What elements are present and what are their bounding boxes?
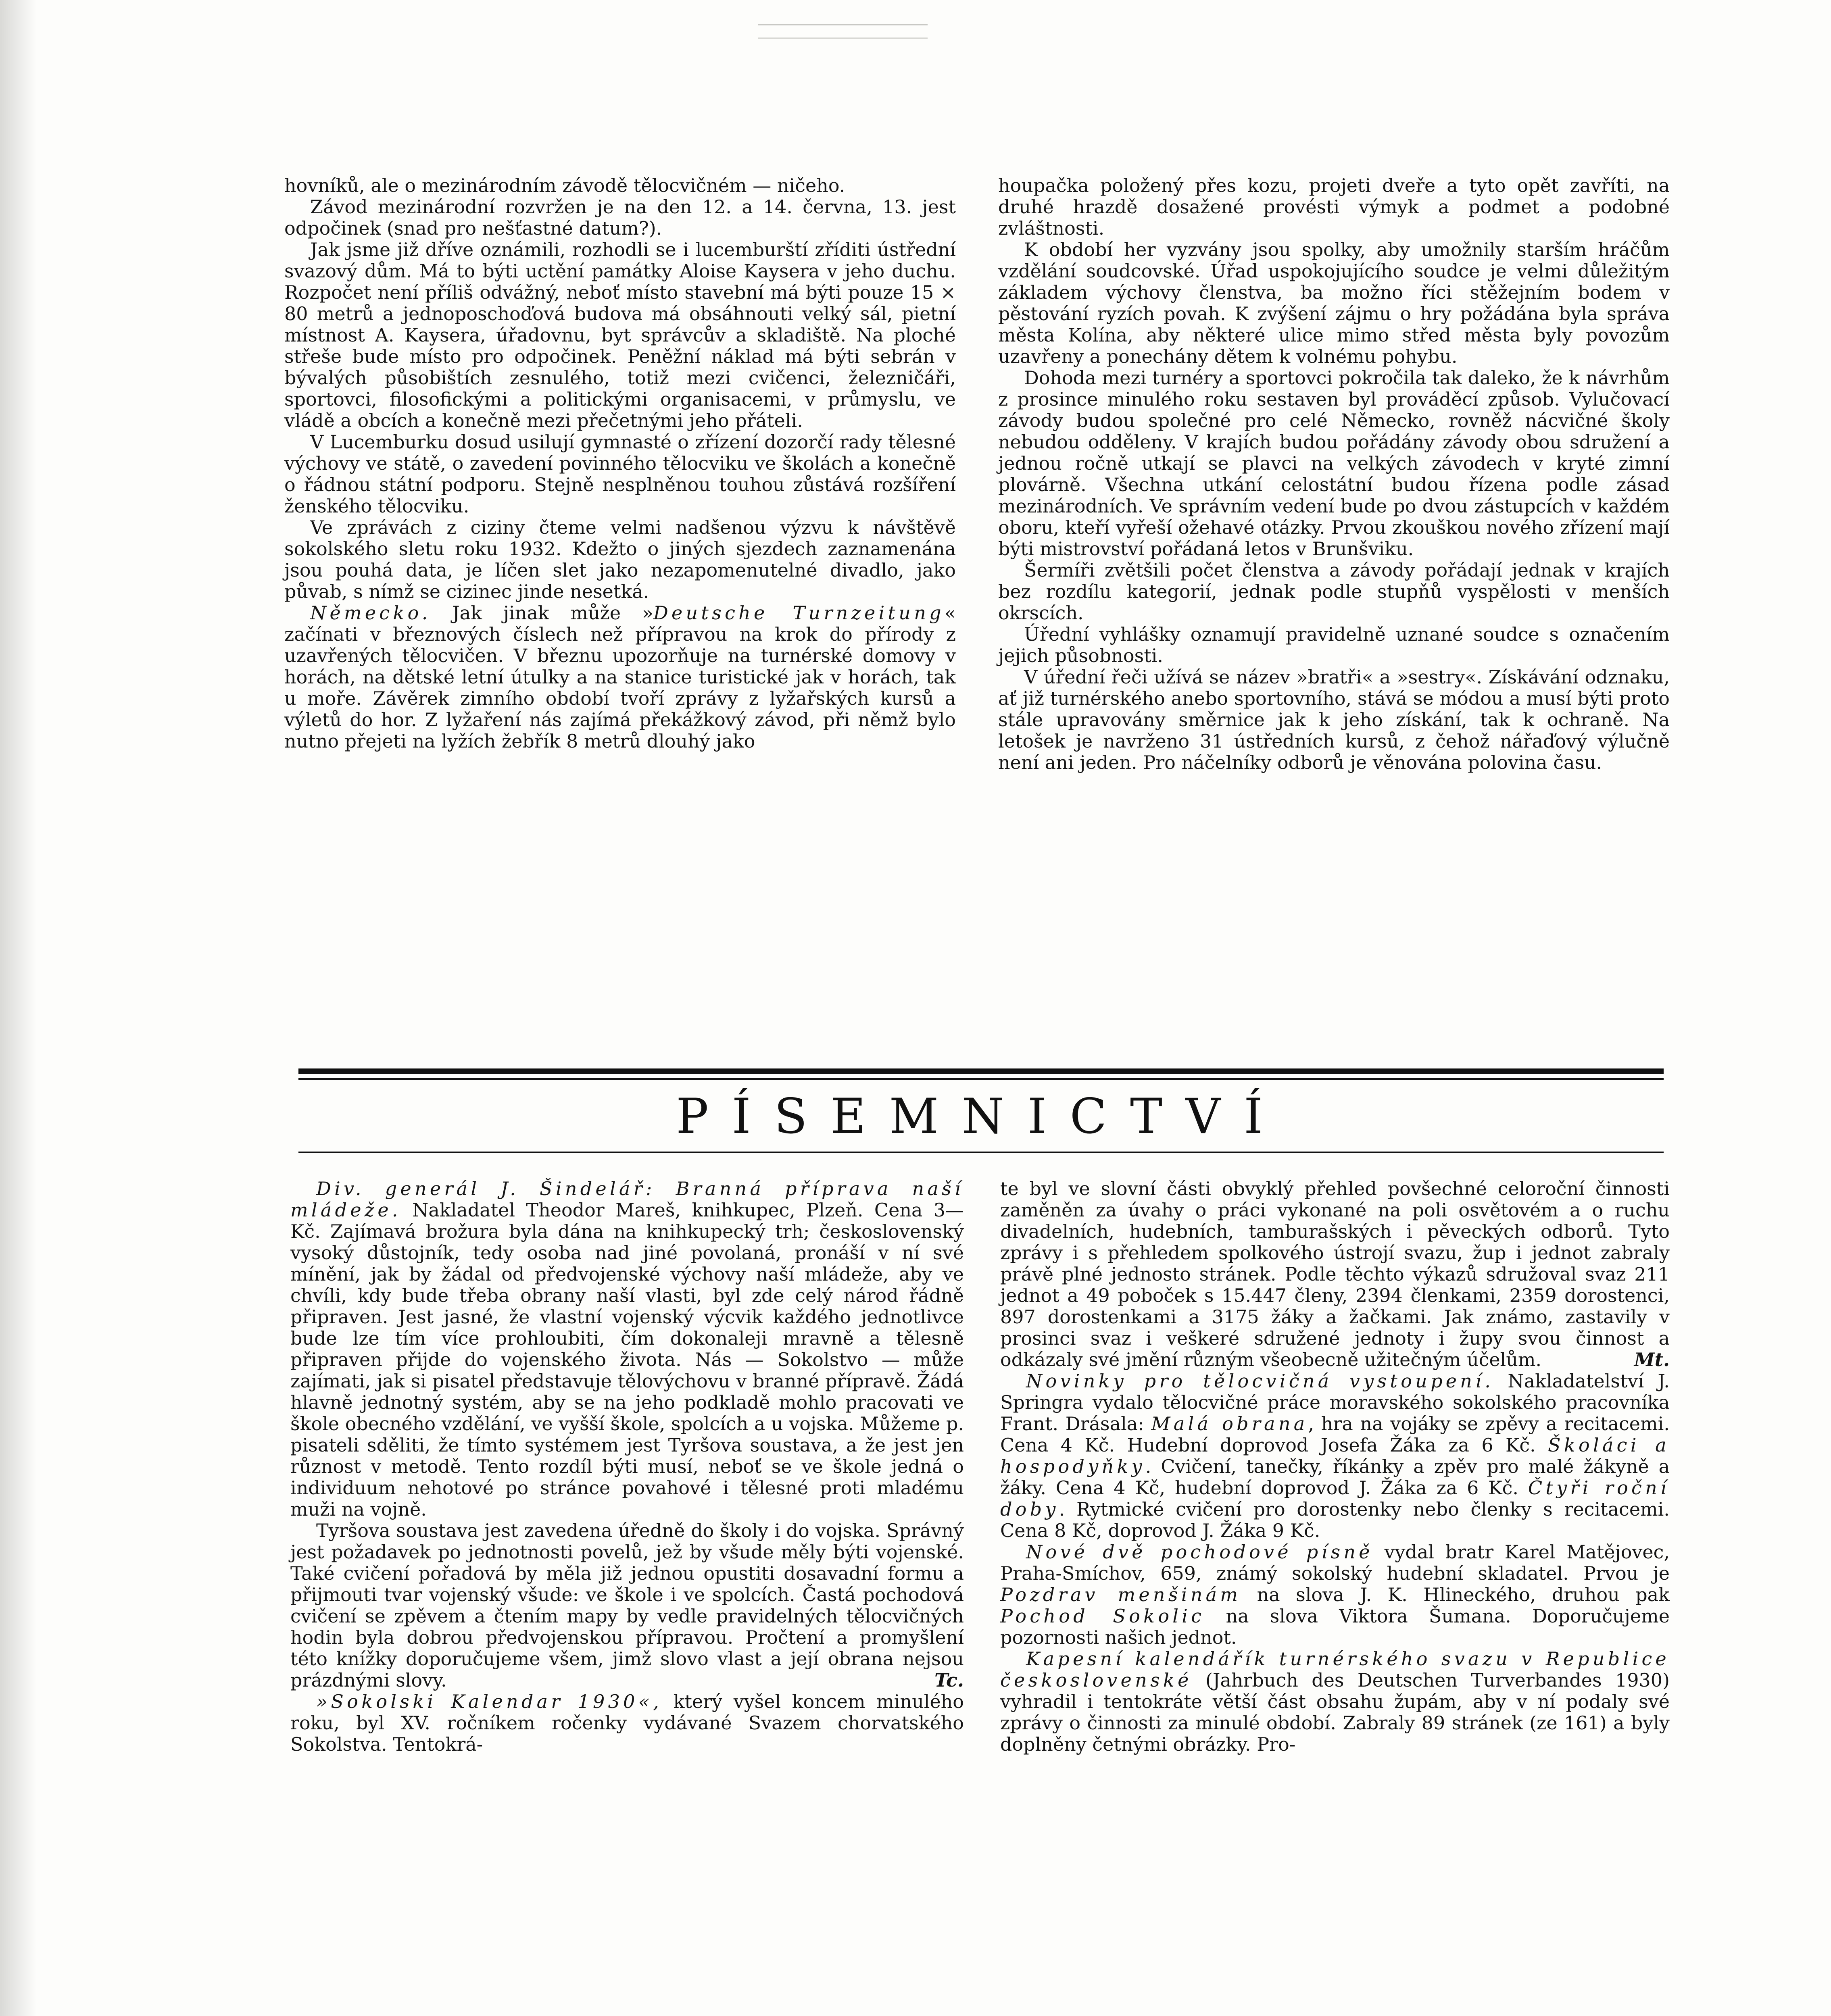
review-paragraph [290,1178,964,1520]
text-run: na slova J. K. Hlineckého, druhou pak [1241,1584,1670,1606]
text-run: Tyršova soustava jest zavedena úředně do školy i do vojska. Správný jest požadavek po jednotnosti povelů, jež by všude měly býti vojenské. Také cvičení pořadová by měla již jednou opustiti dosavadní formu a přijmouti tvar vojenský všude: ve škole i ve spolcích. Častá pochodová cvičení se zpěvem a čtením mapy by vedle pravidelných tělocvičných hodin byla dobrou předvojenskou přípravou. Pročtení a promyšlení této knížky doporučujeme všem, jimž slovo vlast a její obrana nejsou prázdnými slovy. [290,1520,964,1691]
text-run: Nakladatel Theodor Mareš, knihkupec, Plzeň. Cena 3— Kč. Zajímavá brožura byla dána na knihkupecký trh; československý vysoký důstojník, tedy osoba nad jiné povolaná, pronáší v ní své mínění, jak by žádal od předvojenské výchovy naší mládeže, aby ve chvíli, kdy bude třeba obrany naší vlasti, byl zde celý národ řádně připraven. Jest jasné, že vlastní vojenský výcvik každého jednotlivce bude lze tím více prohloubiti, čím dokonaleji mravně a tělesně připraven přijde do vojenského života. Nás — Sokolstvo — může zajímati, jak si pisatel představuje tělovýchovu v branné přípravě. Žádá hlavně jednotný systém, aby se na jeho podkladě mohlo pracovati ve škole obecného vzdělání, ve vyšší škole, spolcích a u vojska. Můžeme p. pisateli sděliti, že tímto systémem jest Tyršova soustava, a že jest jen různost v metodě. Tento rozdíl býti musí, neboť se ve škole jedná o individuum nehotové po stránce povahové i tělesné proti mladému muži na vojně. [290,1199,964,1520]
author-signature: Mt. [1634,1349,1670,1370]
text-run: Jak jinak může » [431,602,653,624]
text-run: na slova Viktora Šumana. Doporučujeme pozornosti našich jednot. [1000,1605,1670,1648]
divider-under-title [298,1152,1664,1153]
book-title: »Sokolski Kalendar 1930«, [316,1691,663,1712]
paragraph [1000,1178,1670,1370]
publication-name: Deutsche Turnzeitung [653,602,945,624]
paragraph: Dohoda mezi turnéry a sportovci pokročila tak daleko, že k návrhům z prosince minulého roku sestaven byl prováděcí způsob. Vylučovací závody budou společné pro celé Německo, rovněž nácvičné školy nebudou odděleny. V krajích budou pořádány závody obou sdružení a jednou ročně utkají se plavci na velkých závodech v kryté zimní plovárně. Všechna utkání celostátní budou řízena podle zásad mezinárodních. Ve správním vedení bude po dvou zástupcích v každém oboru, kteří vyřeší ožehavé otázky. Prvou zkouškou nového zřízení mají býti mistrovství pořádaná letos v Brunšviku. [998,367,1670,560]
column-top-right [998,175,1670,773]
review-paragraph [1000,1541,1670,1648]
text-run: . Cvičení, tanečky, říkánky a zpěv pro malé žákyně a žáky. Cena 4 Kč, hudební doprovod J. Žáka za 6 Kč. [1000,1456,1670,1499]
paragraph: Jak jsme již dříve oznámili, rozhodli se i lucemburští zříditi ústřední svazový dům. Má to býti uctění památky Aloise Kaysera v jeho duchu. Rozpočet není příliš odvážný, neboť místo stavební má býti pouze 15 × 80 metrů a jednoposchoďová budova má obsáhnouti velký sál, pietní místnost A. Kaysera, úřadovnu, byt správcův a skladiště. Na ploché střeše bude místo pro odpočinek. Peněžní náklad má býti sebrán v bývalých působištích zesnulého, totiž mezi cvičenci, železničáři, sportovci, filosofickými a politickými organisacemi, v průmyslu, ve vládě a obcích a konečně mezi přečetnými jeho přáteli. [284,239,956,431]
text-run: vydal bratr Karel Matějovec, Praha-Smíchov, 659, známý sokolský hudební skladatel. Prvou je [1000,1541,1670,1584]
work-title: Malá obrana [1151,1413,1308,1435]
book-title: Novinky pro tělocvičná vystoupení. [1026,1370,1494,1392]
scan-mark [758,24,928,39]
review-paragraph [1000,1648,1670,1755]
column-top-left [284,175,956,752]
book-title: Nové dvě pochodové písně [1026,1541,1373,1563]
author-signature: Tc. [934,1669,964,1691]
divider-thick [298,1068,1664,1074]
text-run: « začínati v březnových číslech než přípravou na krok do přírody z uzavřených tělocvičen. V březnu upozorňuje na turnérské domovy v horách, na dětské letní útulky a na stanice turistické jak v horách, tak u moře. Závěrek zimního období tvoří zprávy z lyžařských kursů a výletů do hor. Z lyžaření nás zajímá překážkový závod, při němž bylo nutno přejeti na lyžích žebřík 8 metrů dlouhý jako [284,602,956,752]
paragraph: Závod mezinárodní rozvržen je na den 12. a 14. června, 13. jest odpočinek (snad pro nešťastné datum?). [284,196,956,239]
book-title: Kapesní kalendářík turnérského svazu v Republice československé [1000,1648,1670,1691]
work-title: Školáci a hospodyňky [1000,1434,1670,1477]
text-run: který vyšel koncem minulého roku, byl XV. ročníkem ročenky vydávané Svazem chorvatského Sokolstva. Tentokrá- [290,1691,964,1755]
book-title: Div. generál J. Šindelář: Branná příprava naší mládeže. [290,1178,964,1221]
work-title: Čtyři roční doby [1000,1477,1670,1520]
text-run: , hra na vojáky se zpěvy a recitacemi. Cena 4 Kč. Hudební doprovod Josefa Žáka za 6 Kč. [1000,1413,1670,1456]
paragraph: houpačka položený přes kozu, projeti dveře a tyto opět zavříti, na druhé hrazdě dosažené provésti výmyk a podmet a podobné zvláštnosti. [998,175,1670,239]
text-run: . Rytmické cvičení pro dorostenky nebo členky s recitacemi. Cena 8 Kč, doprovod J. Žáka 9 Kč. [1000,1498,1670,1541]
paragraph: Šermíři zvětšili počet členstva a závody pořádají jednak v krajích bez rozdílu kategorií, jednak podle stupňů vyspělosti v menších okrscích. [998,559,1670,624]
text-run: te byl ve slovní části obvyklý přehled povšechné celoroční činnosti zaměněn za úvahy o práci vykonané na poli osvětovém a o ruchu divadelních, hudebních, tamburašských i pěveckých odborů. Tyto zprávy i s přehledem spolkového ústrojí svazu, žup i jednot zabraly právě plné jednosto stránek. Podle těchto výkazů sdružoval svaz 211 jednot a 49 poboček s 15.447 členy, 2394 členkami, 2359 dorostenci, 897 dorostenkami a 3175 žáky a žačkami. Jak známo, zastavily v prosinci svaz i veškeré sdružené jednoty i župy svou činnost a odkázaly své jmění různým všeobecně užitečným účelům. [1000,1178,1670,1370]
paragraph: Ve zprávách z ciziny čteme velmi nadšenou výzvu k návštěvě sokolského sletu roku 1932. Kdežto o jiných sjezdech zaznamenána jsou pouhá data, je líčen slet jako nezapomenutelné divadlo, jako půvab, s nímž se cizinec jinde nesetká. [284,516,956,602]
text-run: (Jahrbuch des Deutschen Turverbandes 1930) vyhradil i tentokráte větší část obsahu župám, aby v ní podaly své zprávy o činnosti za minulé období. Zabraly 89 stránek (ze 161) a byly doplněny četnými obrázky. Pro- [1000,1669,1670,1755]
work-title: Pochod Sokolic [1000,1605,1205,1627]
paragraph: Úřední vyhlášky oznamují pravidelně uznané soudce s označením jejich působnosti. [998,623,1670,666]
paragraph [290,1520,964,1691]
paragraph: V Lucemburku dosud usilují gymnasté o zřízení dozorčí rady tělesné výchovy ve státě, o zavedení povinného tělocviku ve školách a konečně o řádnou státní podporu. Stejně nesplněnou touhou zůstává rozšíření ženského tělocviku. [284,431,956,517]
country-heading: Německo. [310,602,431,624]
work-title: Pozdrav menšinám [1000,1584,1241,1606]
section-title: PÍSEMNICTVÍ [676,1089,1286,1145]
review-paragraph [1000,1370,1670,1541]
paragraph: V úřední řeči užívá se název »bratři« a »sestry«. Získávání odznaku, ať již turnérského anebo sportovního, stává se módou a musí býti proto stále upravovány směrnice jak k jeho získání, tak k ochraně. Na letošek je navrženo 31 ústředních kursů, z čehož nářaďový výlučně není ani jeden. Pro náčelníky odborů je věnována polovina času. [998,666,1670,773]
paragraph: hovníků, ale o mezinárodním závodě tělocvičném — ničeho. [284,175,845,196]
paragraph [284,602,956,752]
scan-edge-shadow [0,0,36,2016]
review-paragraph [290,1691,964,1755]
text-run: Nakladatelství J. Springra vydalo tělocvičné práce moravského sokolského pracovníka Frant. Drásala: [1000,1370,1670,1435]
column-bottom-left [290,1178,964,1755]
column-bottom-right [1000,1178,1670,1755]
divider-thin [298,1078,1664,1080]
paragraph: K období her vyzvány jsou spolky, aby umožnily starším hráčům vzdělání soudcovské. Úřad uspokojujícího soudce je velmi důležitým základem výchovy členstva, ba možno říci stěžejním bodem v pěstování ryzích povah. K zvýšení zájmu o hry požádána byla správa města Kolína, aby některé ulice mimo střed města byly povozům uzavřeny a ponechány dětem k volnému pohybu. [998,239,1670,367]
